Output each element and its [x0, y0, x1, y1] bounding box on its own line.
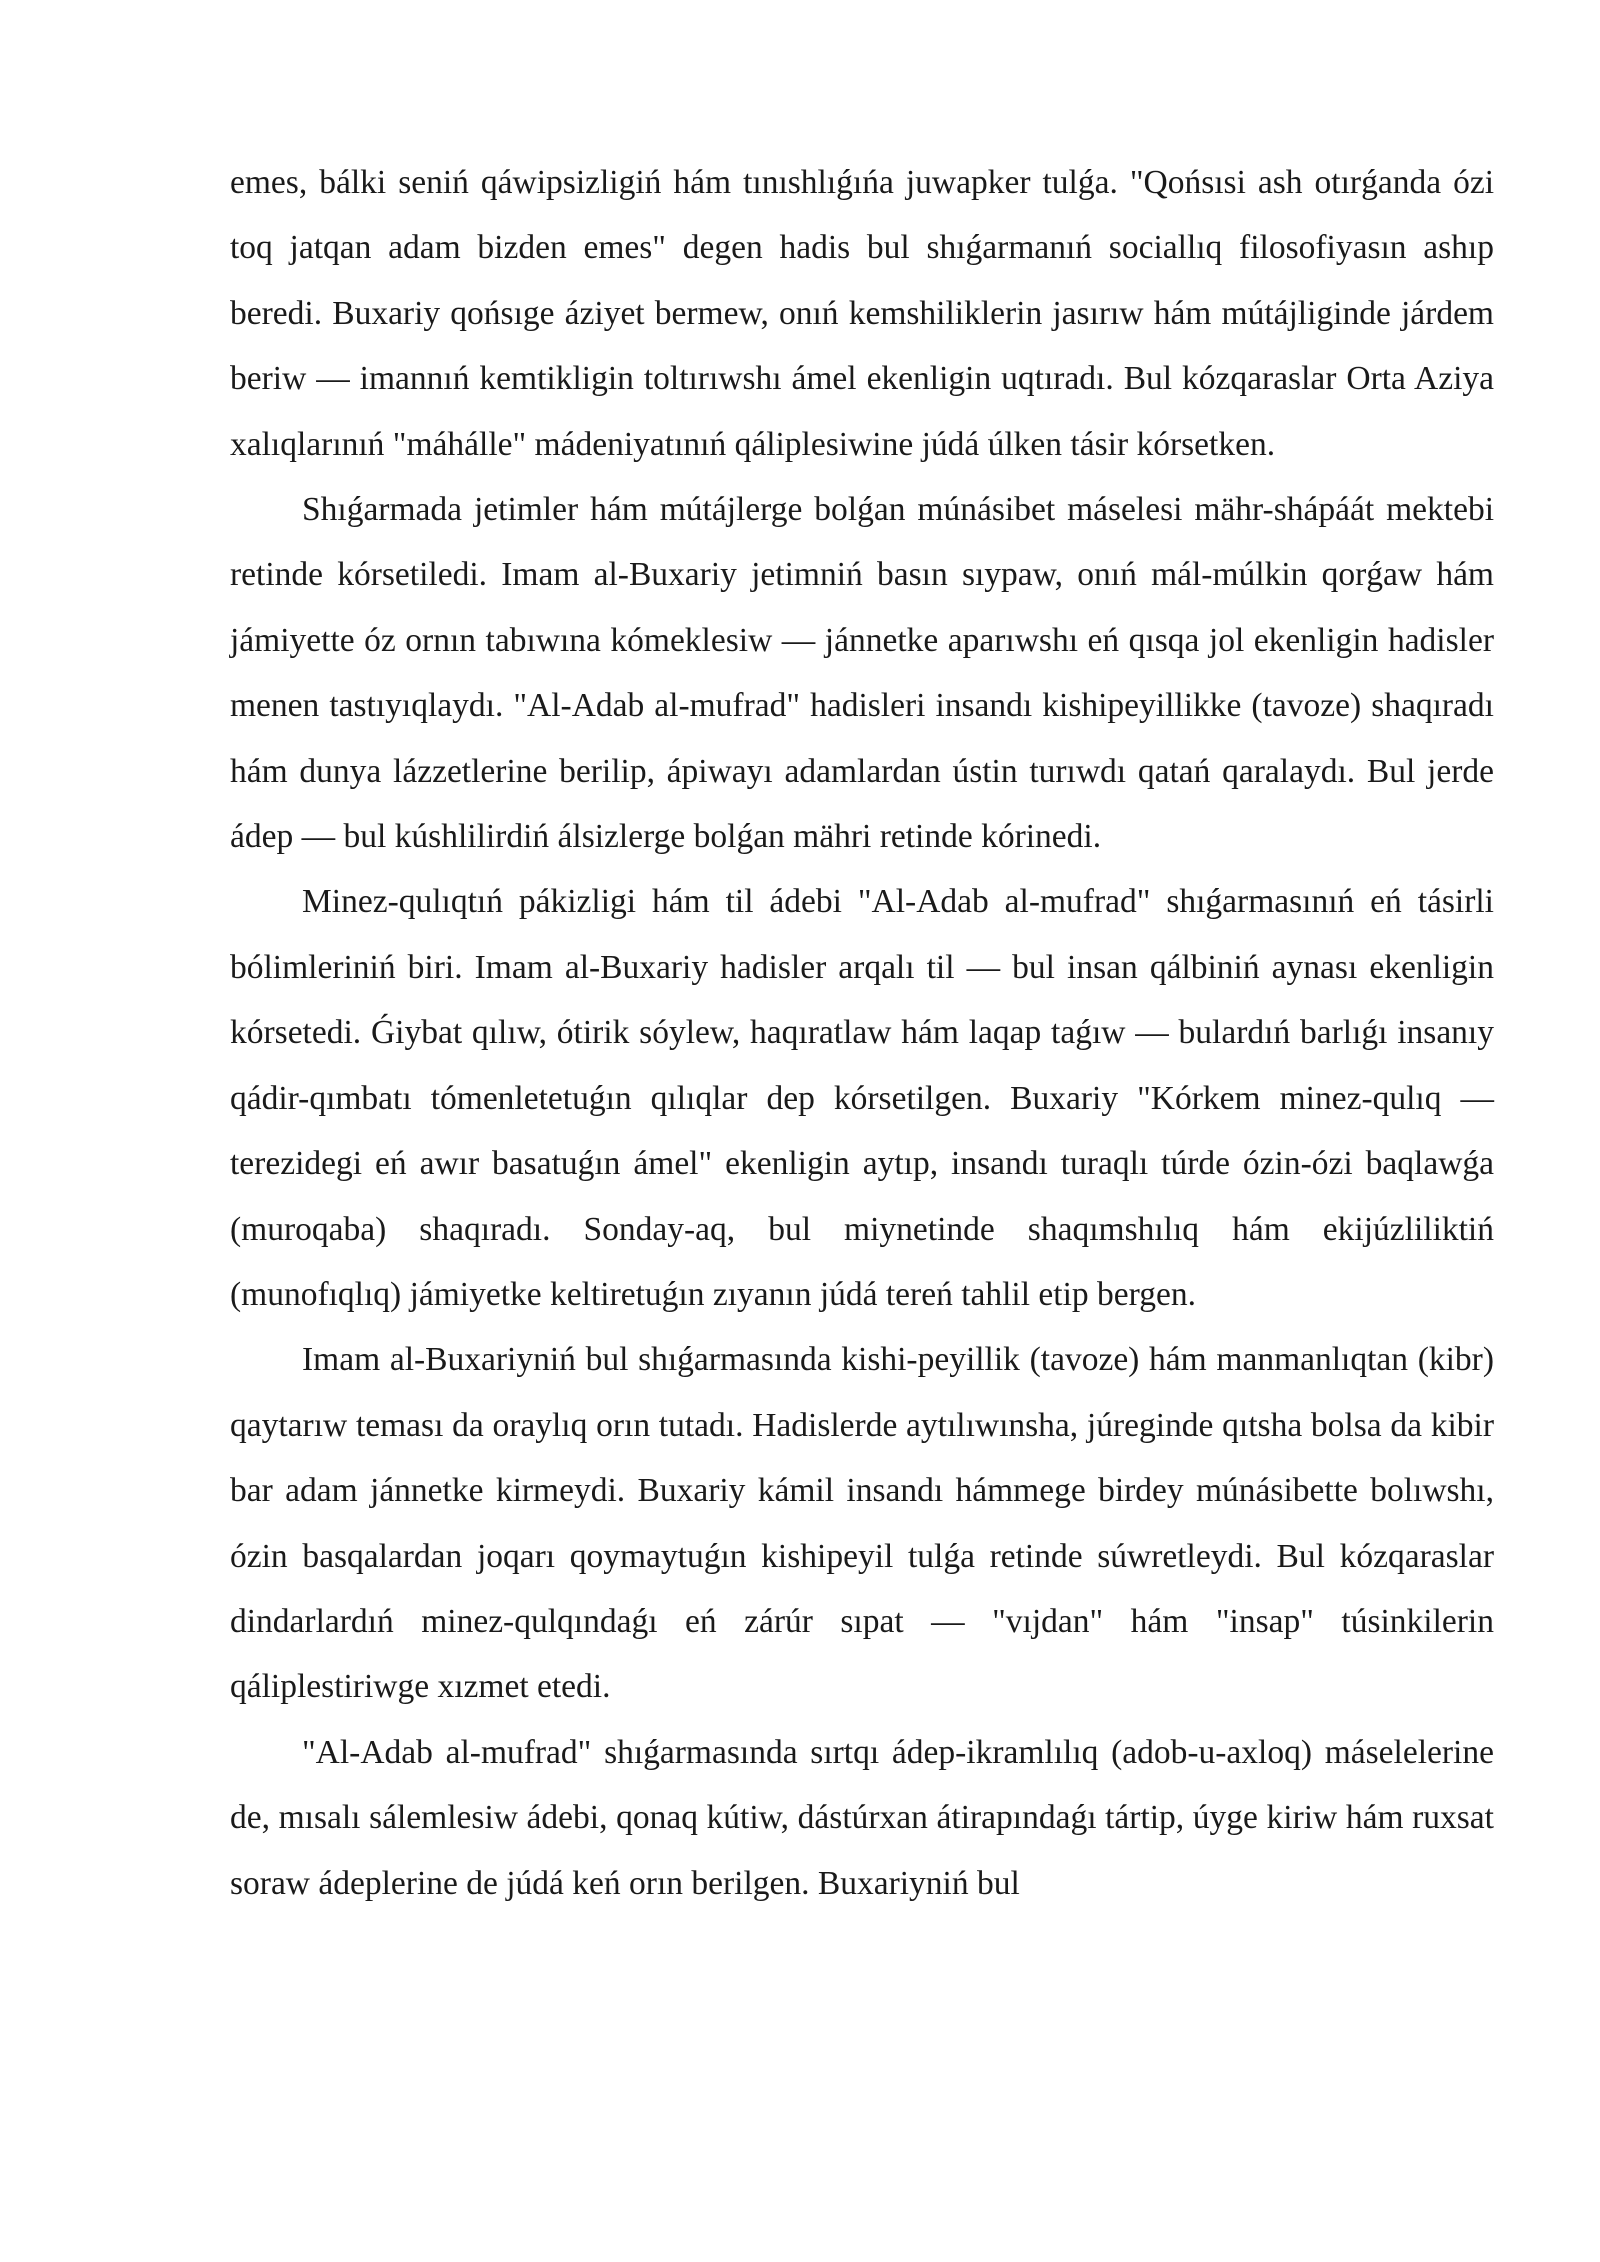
document-body	[230, 150, 1494, 1916]
paragraph-5: "Al-Adab al-mufrad" shıǵarmasında sırtqı ádep-ikramlılıq (adob-u-axloq) máselelerine de, mısalı sálemlesiw ádebi, qonaq kútiw, dástúrxan átirapındaǵı tártip, úyge kiriw hám ruxsat soraw ádeplerine de júdá keń orın berilgen. Buxariyniń bul	[230, 1733, 1494, 1902]
paragraph-2: Shıǵarmada jetimler hám mútájlerge bolǵan múnásibet máselesi mähr-shápáát mektebi retinde kórsetiledi. Imam al-Buxariy jetimniń basın sıypaw, onıń mál-múlkin qorǵaw hám jámiyette óz ornın tabıwına kómeklesiw — jánnetke aparıwshı eń qısqa jol ekenligin hadisler menen tastıyıqlaydı. "Al-Adab al-mufrad" hadisleri insandı kishipeyillikke (tavoze) shaqıradı hám dunya lázzetlerine berilip, ápiwayı adamlardan ústin turıwdı qatań qaralaydı. Bul jerde ádep — bul kúshlilirdiń álsizlerge bolǵan mähri retinde kórinedi.	[230, 491, 1494, 856]
paragraph-4: Imam al-Buxariyniń bul shıǵarmasında kishi-peyillik (tavoze) hám manmanlıqtan (kibr) qaytarıw teması da oraylıq orın tutadı. Hadislerde aytılıwınsha, júreginde qıtsha bolsa da kibir bar adam jánnetke kirmeydi. Buxariy kámil insandı hámmege birdey múnásibette bolıwshı, ózin basqalardan joqarı qoymaytuǵın kishipeyil tulǵa retinde súwretleydi. Bul kózqaraslar dindarlardıń minez-qulqındaǵı eń zárúr sıpat — "vıjdan" hám "insap" túsinkilerin qáliplestiriwge xızmet etedi.	[230, 1341, 1494, 1706]
paragraph-1: emes, bálki seniń qáwipsizligiń hám tınıshlıǵıńa juwapker tulǵa. "Qońsısi ash otırǵanda ózi toq jatqan adam bizden emes" degen hadis bul shıǵarmanıń sociallıq filosofiyasın ashıp beredi. Buxariy qońsıge áziyet bermew, onıń kemshiliklerin jasırıw hám mútájliginde járdem beriw — imannıń kemtikligin toltırıwshı ámel ekenligin uqtıradı. Bul kózqaraslar Orta Aziya xalıqlarınıń "máhálle" mádeniyatınıń qáliplesiwine júdá úlken tásir kórsetken.	[230, 164, 1494, 463]
paragraph-3: Minez-qulıqtıń pákizligi hám til ádebi "Al-Adab al-mufrad" shıǵarmasınıń eń tásirli bólimleriniń biri. Imam al-Buxariy hadisler arqalı til — bul insan qálbiniń aynası ekenligin kórsetedi. Ǵiybat qılıw, ótirik sóylew, haqıratlaw hám laqap taǵıw — bulardıń barlıǵı insanıy qádir-qımbatı tómenletetuǵın qılıqlar dep kórsetilgen. Buxariy "Kórkem minez-qulıq — terezidegi eń awır basatuǵın ámel" ekenligin aytıp, insandı turaqlı túrde ózin-ózi baqlawǵa (muroqaba) shaqıradı. Sonday-aq, bul miynetinde shaqımshılıq hám ekijúzliliktiń (munofıqlıq) jámiyetke keltiretuǵın zıyanın júdá tereń tahlil etip bergen.	[230, 883, 1494, 1313]
